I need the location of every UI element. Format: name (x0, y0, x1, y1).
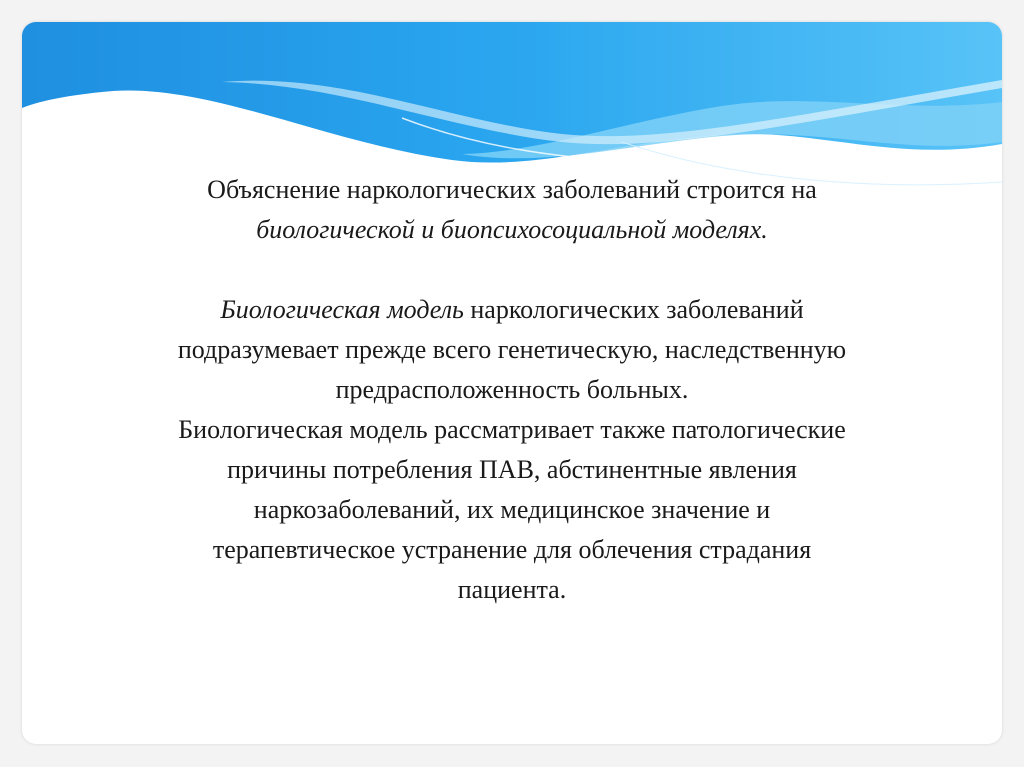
pathology-paragraph (62, 410, 962, 610)
pathology-line-3: наркозаболеваний, их медицинское значение и (253, 495, 771, 524)
pathology-line-2: причины потребления ПАВ, абстинентные явления (227, 455, 797, 484)
slide (22, 22, 1002, 744)
intro-line-1: Объяснение наркологических заболеваний строится на (207, 175, 817, 204)
biological-line-3: предрасположенность больных. (335, 375, 689, 404)
wave-main-band (22, 22, 1002, 163)
pathology-line-5: пациента. (457, 575, 567, 604)
pathology-line-4: терапевтическое устранение для облечения страдания (212, 535, 812, 564)
intro-paragraph (62, 170, 962, 250)
intro-line-2: биологической и биопсихосоциальной моделях. (256, 215, 768, 244)
slide-body (62, 170, 962, 610)
biological-line-2: подразумевает прежде всего генетическую, наследственную (177, 335, 847, 364)
biological-line-1-rest: наркологических заболеваний (463, 295, 804, 324)
biological-model-paragraph (62, 290, 962, 410)
pathology-line-1: Биологическая модель рассматривает также патологические (178, 415, 846, 444)
paragraph-spacer (62, 250, 962, 290)
biological-model-term: Биологическая модель (220, 295, 464, 324)
